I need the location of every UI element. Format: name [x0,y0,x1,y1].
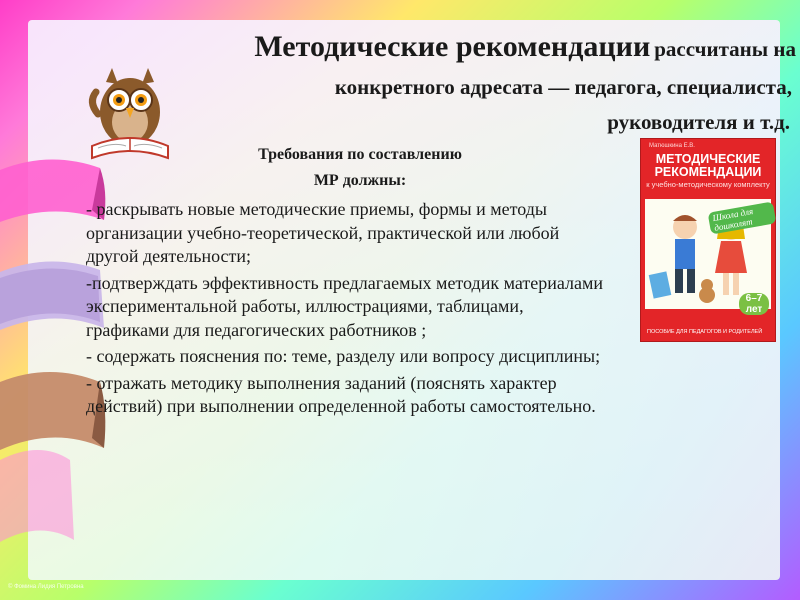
requirement-item: - раскрывать новые методические приемы, формы и методы организации учебно-теоретической, практической или любой другой деятельности; [86,199,560,266]
title-line-3: руководителя и т.д. [607,110,790,134]
book-age-badge: 6–7 лет [739,293,769,315]
title-tail: рассчитаны на [654,37,796,61]
owl-reading-icon [82,62,178,162]
title-line-1 [254,30,796,68]
subheading-line-2: МР должны: [313,172,407,189]
ribbon-decoration-side [0,430,80,550]
requirements-list [86,198,606,422]
copyright-note: © Фомина Лидия Петровна [8,584,84,590]
requirement-item: -подтверждать эффективность предлагаемых методик материалами экспериментальной работы, иллюстрациями, таблицами, графиками для педагогических работников ; [86,272,603,340]
title-line-2: конкретного адресата — педагога, специалиста, [334,75,792,99]
ribbon-side-icon [0,430,80,550]
book-author: Матюшкина Е.В. [649,143,695,149]
subheading-line-1: Требования по составлению [258,146,462,163]
requirement-item: - отражать методику выполнения заданий (пояснять характер действий) при выполнении определенной работы самостоятельно. [86,372,596,416]
book-series: Школа для дошколят [708,201,777,234]
book-subtitle: к учебно-методическому комплекту [646,180,770,189]
book-title: МЕТОДИЧЕСКИЕ РЕКОМЕНДАЦИИ [654,152,762,179]
book-cover-image [640,138,776,342]
book-footer: ПОСОБИЕ ДЛЯ ПЕДАГОГОВ И РОДИТЕЛЕЙ [647,329,763,335]
requirement-item: - содержать пояснения по: теме, разделу или вопросу дисциплины; [86,346,601,366]
title-main: Методические рекомендации [254,30,651,63]
